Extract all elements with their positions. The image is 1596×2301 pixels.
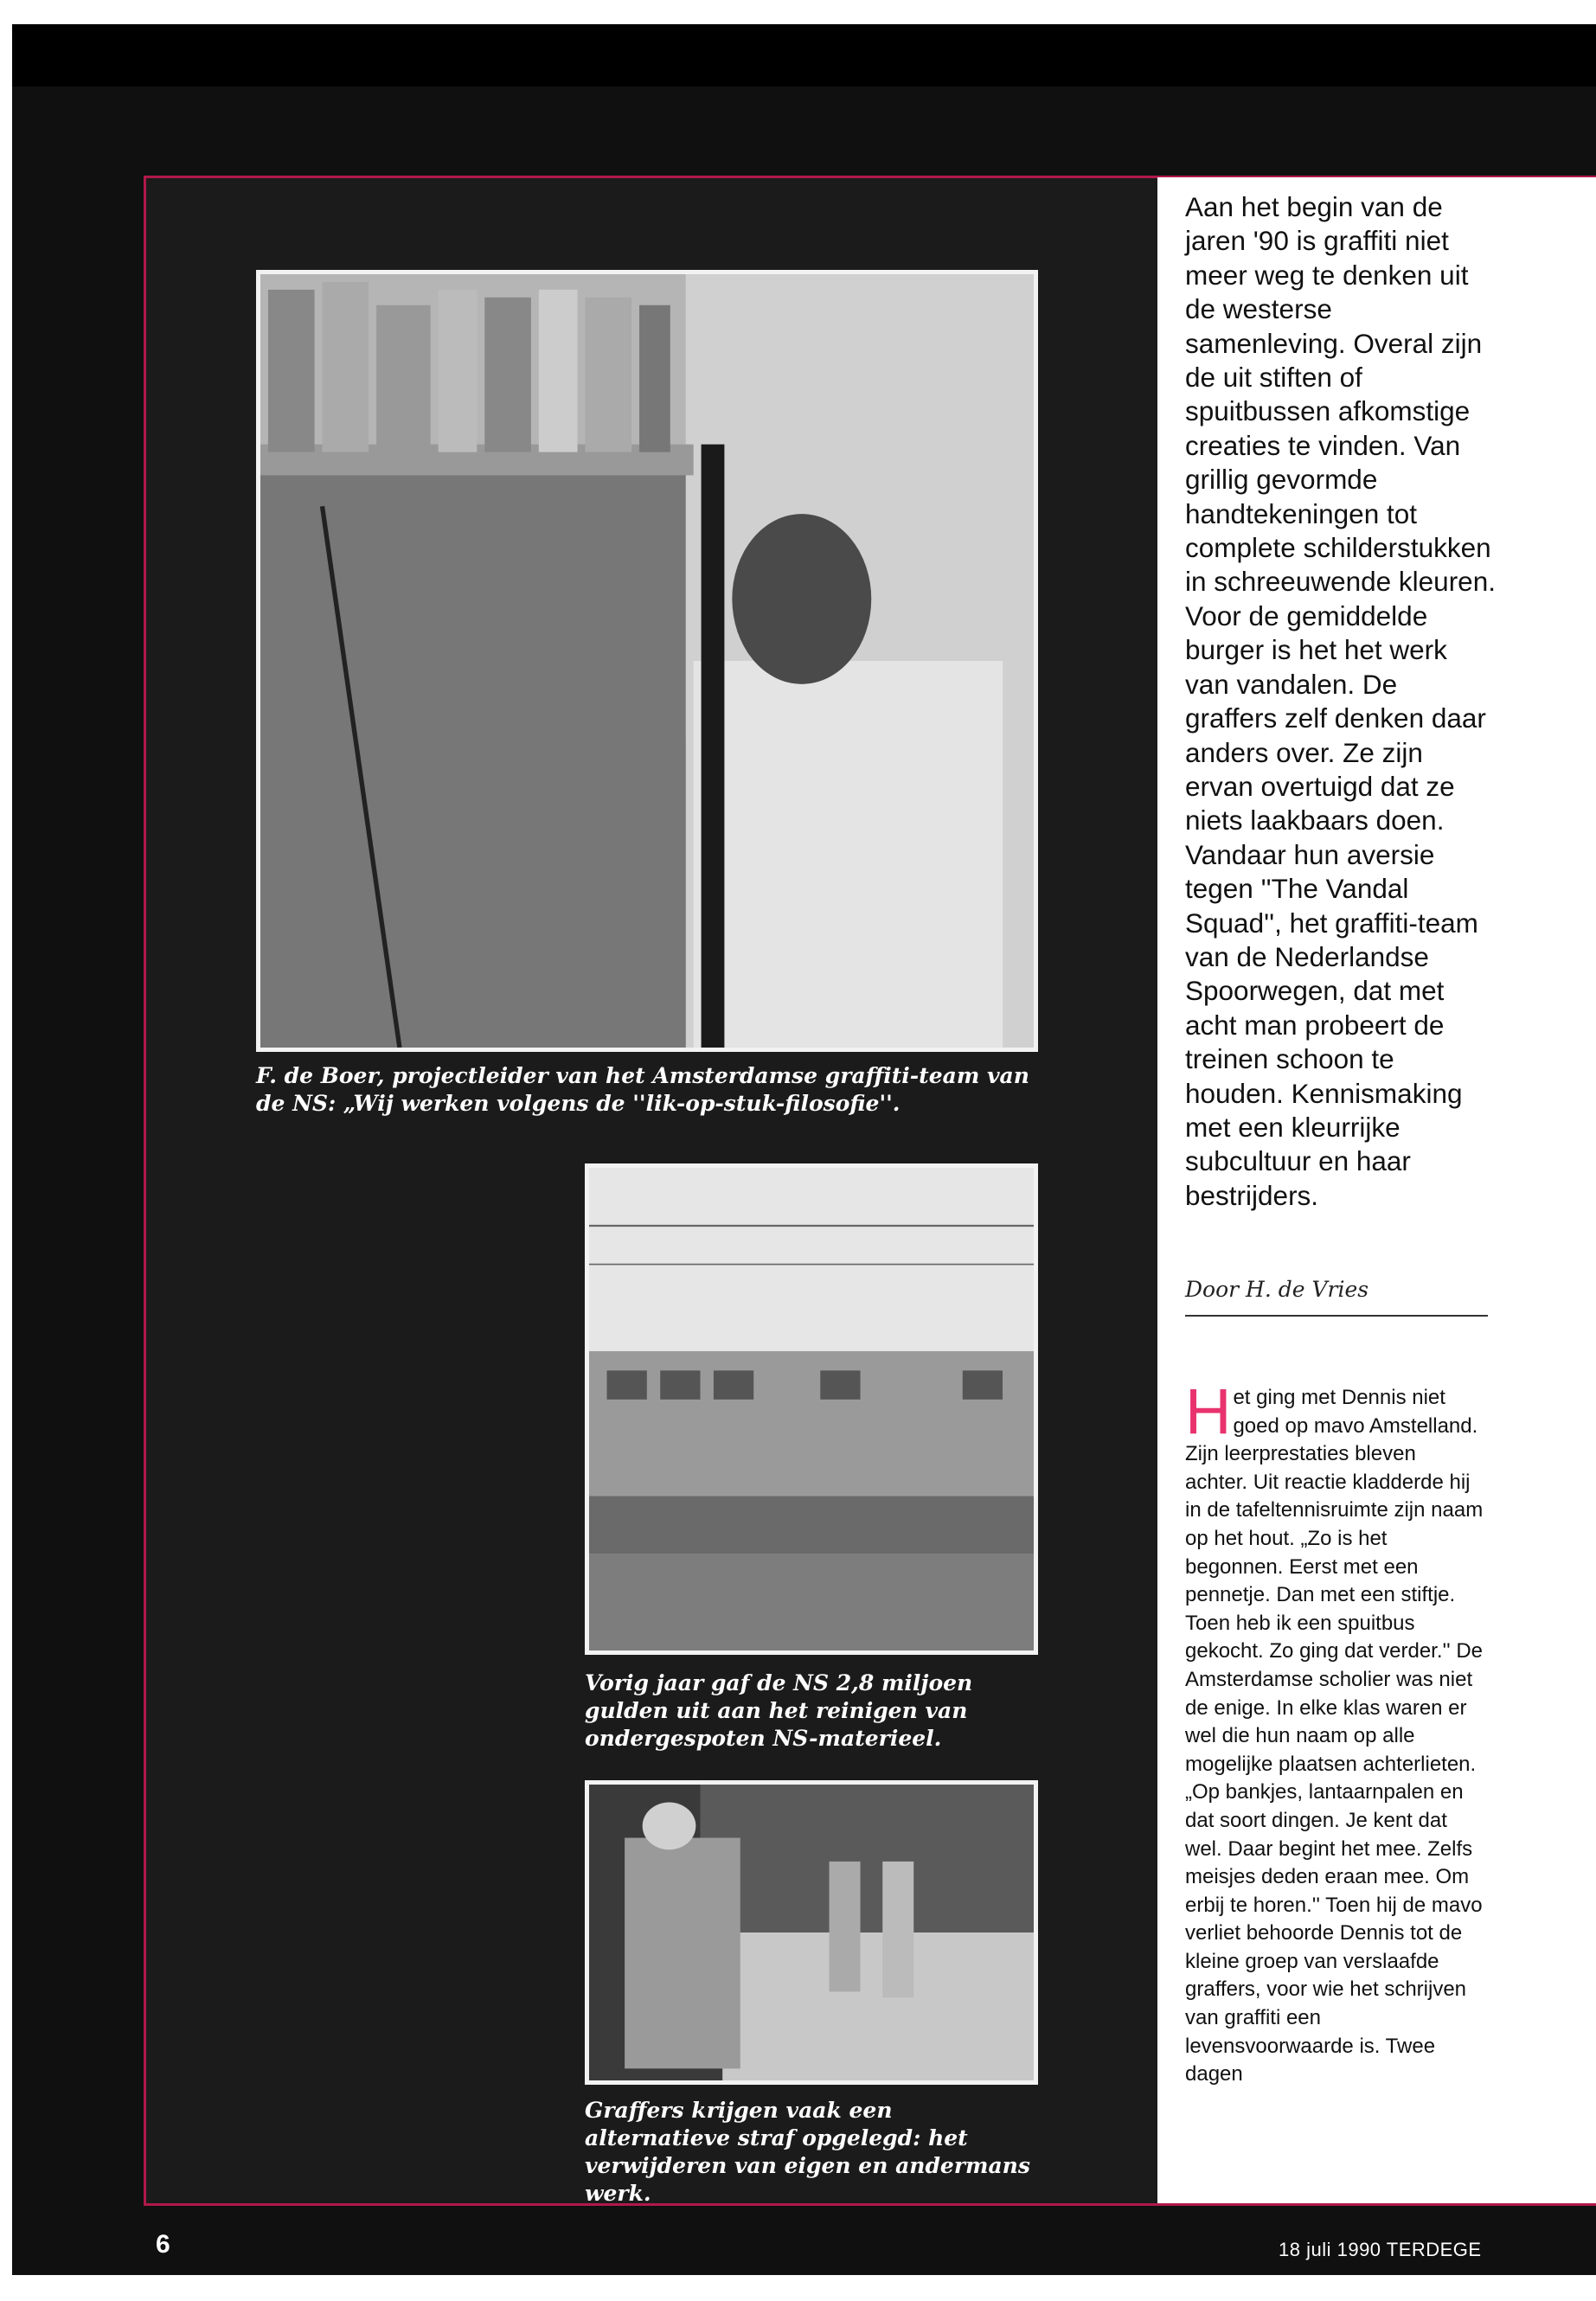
caption-portrait: F. de Boer, projectleider van het Amsterdamse graffiti-team van de NS: „Wij werken volgens de ''lik-op-stuk-filosofie''. <box>256 1063 1029 1116</box>
photo-workers <box>585 1780 1038 2085</box>
caption-workers: Graffers krijgen vaak een alternatieve straf opgelegd: het verwijderen van eigen en andermans werk. <box>585 2098 1030 2206</box>
article-body <box>1185 1375 1484 2089</box>
photo-train-image <box>589 1168 1034 1650</box>
top-black-bar <box>12 24 1596 93</box>
byline-rule <box>1185 1315 1488 1317</box>
bottom-margin <box>0 2275 1596 2301</box>
photo-workers-image <box>589 1785 1034 2080</box>
footer-date: 18 juli 1990 TERDEGE <box>1279 2239 1482 2260</box>
drop-cap: H <box>1185 1375 1232 1447</box>
article-intro: Aan het begin van de jaren '90 is graffiti niet meer weg te denken uit de westerse samenleving. Overal zijn de uit stiften of spuitbussen afkomstige creaties te vinden. Van grillig gevormde handtekeningen tot complete schilderstukken in schreeuwende kleuren. Voor de gemiddelde burger is het het werk van vandalen. De graffers zelf denken daar anders over. Ze zijn ervan overtuigd dat ze niets laakbaars doen. Vandaar hun aversie tegen ''The Vandal Squad'', het graffiti-team van de Nederlandse Spoorwegen, dat met acht man probeert de treinen schoon te houden. Kennismaking met een kleurrijke subcultuur en haar bestrijders. <box>1185 191 1496 1211</box>
photo-portrait <box>256 270 1038 1052</box>
photo-train <box>585 1163 1038 1655</box>
page-number: 6 <box>156 2230 170 2259</box>
photo-portrait-image <box>260 274 1034 1048</box>
top-margin <box>0 0 1596 24</box>
article-byline: Door H. de Vries <box>1185 1277 1369 1302</box>
article-body-text: et ging met Dennis niet goed op mavo Amstelland. Zijn leerprestaties bleven achter. Uit reactie kladderde hij in de tafeltennisruimte zijn naam op het hout. „Zo is het begonnen. Eerst met een pennetje. Dan met een stiftje. Toen heb ik een spuitbus gekocht. Zo ging dat verder.'' De Amsterdamse scholier was niet de enige. In elke klas waren er wel die hun naam op alle mogelijke plaatsen achterlieten. „Op bankjes, lantaarnpalen en dat soort dingen. Je kent dat wel. Daar begint het mee. Zelfs meisjes deden eraan mee. Om erbij te horen.'' Toen hij de mavo verliet behoorde Dennis tot de kleine groep van verslaafde graffers, voor wie het schrijven van graffiti een levensvoorwaarde is. Twee dagen <box>1185 1386 1484 2086</box>
caption-train: Vorig jaar gaf de NS 2,8 miljoen gulden uit aan het reinigen van ondergespoten NS-materieel. <box>585 1670 973 1751</box>
